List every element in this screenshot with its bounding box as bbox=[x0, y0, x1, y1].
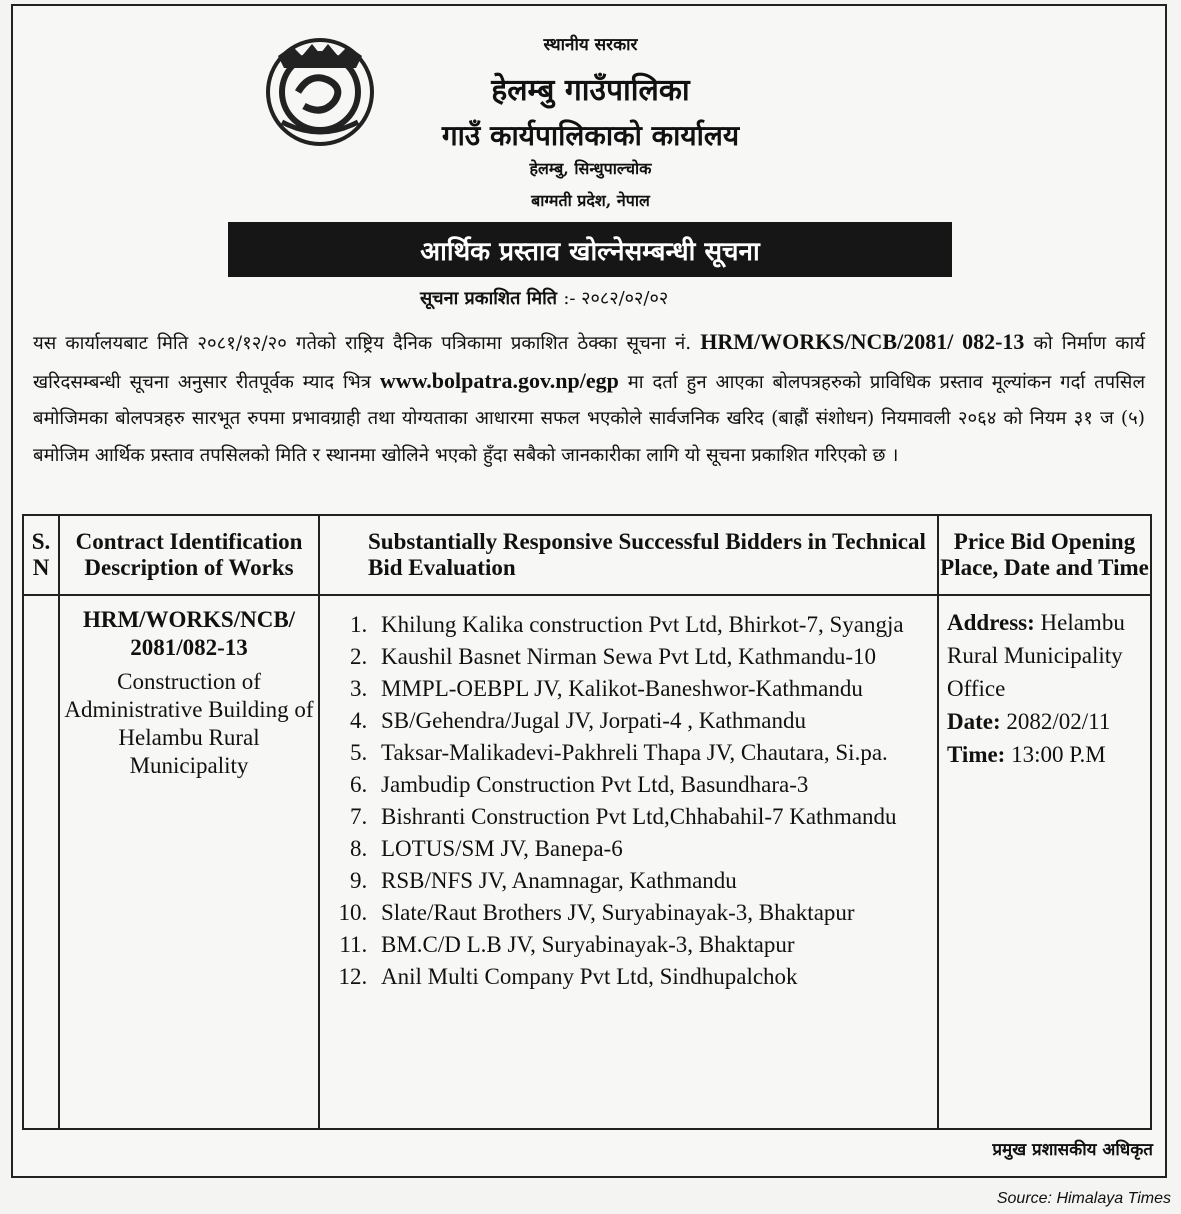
header-bidders: Substantially Responsive Successful Bidders in Technical Bid Evaluation bbox=[319, 515, 938, 595]
bidder-item: 10. Slate/Raut Brothers JV, Suryabinayak-3, Bhaktapur bbox=[373, 897, 936, 929]
sn-cell bbox=[23, 595, 59, 1129]
table-row bbox=[23, 595, 1151, 1129]
header-opening: Price Bid Opening Place, Date and Time bbox=[938, 515, 1151, 595]
publication-date-label: सूचना प्रकाशित मिति bbox=[420, 288, 558, 309]
opening-cell bbox=[938, 595, 1151, 1129]
contract-id: HRM/WORKS/NCB/ 2081/082-13 bbox=[82, 607, 296, 660]
bidder-item: 2. Kaushil Basnet Nirman Sewa Pvt Ltd, Kathmandu-10 bbox=[373, 641, 936, 673]
bidders-list bbox=[321, 609, 936, 993]
bid-table bbox=[22, 514, 1152, 1130]
source-credit: Source: Himalaya Times bbox=[996, 1190, 1171, 1207]
opening-time bbox=[947, 738, 1142, 771]
publication-date-value: :- २०८२/०२/०२ bbox=[563, 288, 669, 309]
table-header-row bbox=[23, 515, 1151, 595]
bidder-item: 8. LOTUS/SM JV, Banepa-6 bbox=[373, 833, 936, 865]
header-contract: Contract Identification Description of Works bbox=[59, 515, 319, 595]
header-local-government: स्थानीय सरकार bbox=[543, 35, 638, 55]
bidder-item: 4. SB/Gehendra/Jugal JV, Jorpati-4 , Kathmandu bbox=[373, 705, 936, 737]
time-label: Time: bbox=[947, 742, 1006, 767]
bidder-item: 11. BM.C/D L.B JV, Suryabinayak-3, Bhaktapur bbox=[373, 929, 936, 961]
header-province: बाग्मती प्रदेश, नेपाल bbox=[531, 191, 650, 210]
address-label: Address: bbox=[947, 610, 1035, 635]
notice-body bbox=[33, 324, 1145, 474]
date-value: 2082/02/11 bbox=[1006, 709, 1111, 734]
notice-title: आर्थिक प्रस्ताव खोल्नेसम्बन्धी सूचना bbox=[228, 222, 952, 277]
bidder-item: 12. Anil Multi Company Pvt Ltd, Sindhupalchok bbox=[373, 961, 936, 993]
bidder-item: 1. Khilung Kalika construction Pvt Ltd, Bhirkot-7, Syangja bbox=[373, 609, 936, 641]
signatory-title: प्रमुख प्रशासकीय अधिकृत bbox=[992, 1140, 1153, 1160]
tender-reference: HRM/WORKS/NCB/2081/ 082-13 bbox=[700, 329, 1025, 354]
address-value: Helambu Rural Municipality Office bbox=[947, 610, 1125, 701]
bidder-item: 9. RSB/NFS JV, Anamnagar, Kathmandu bbox=[373, 865, 936, 897]
header-sn: S. N bbox=[23, 515, 59, 595]
header-location: हेलम्बु, सिन्धुपाल्चोक bbox=[529, 159, 652, 178]
bolpatra-url: www.bolpatra.gov.np/egp bbox=[379, 367, 619, 393]
opening-date bbox=[947, 705, 1142, 738]
opening-address bbox=[947, 606, 1142, 705]
body-part1: यस कार्यालयबाट मिति २०८१/१२/२० गतेको राष्ट्रिय दैनिक पत्रिकामा प्रकाशित ठेक्का सूचना नं. bbox=[33, 333, 701, 354]
body-part2: को निर्माण कार्य खरिदसम्बन्धी सूचना अनुसार रीतपूर्वक म्याद भित्र bbox=[33, 333, 1145, 393]
body-part3: मा दर्ता हुन आएका बोलपत्रहरुको प्राविधिक प्रस्ताव मूल्यांकन गर्दा तपसिल बमोजिमका बोलपत्रहरु सारभूत रुपमा प्रभावग्राही तथा योग्यताका आधारमा सफल भएकोले सार्वजनिक खरिद (बाह्रौं संशोधन) नियमावली २०६४ को नियम ३१ ज (५) बमोजिम आर्थिक प्रस्ताव तपसिलको मिति र स्थानमा खोलिने भएको हुँदा सबैको जानकारीका लागि यो सूचना प्रकाशित गरिएको छ । bbox=[33, 371, 1145, 466]
date-label: Date: bbox=[947, 709, 1001, 734]
bidders-cell bbox=[319, 595, 938, 1129]
time-value: 13:00 P.M bbox=[1011, 742, 1106, 767]
bidder-item: 7. Bishranti Construction Pvt Ltd,Chhabahil-7 Kathmandu bbox=[373, 801, 936, 833]
contract-cell bbox=[59, 595, 319, 1129]
header-municipality-name: हेलम्बु गाउँपालिका bbox=[491, 73, 690, 108]
bidder-item: 6. Jambudip Construction Pvt Ltd, Basundhara-3 bbox=[373, 769, 936, 801]
contract-description: Construction of Administrative Building of Helambu Rural Municipality bbox=[64, 669, 314, 778]
header-office-name: गाउँ कार्यपालिकाको कार्यालय bbox=[441, 119, 740, 152]
bidder-item: 5. Taksar-Malikadevi-Pakhreli Thapa JV, Chautara, Si.pa. bbox=[373, 737, 936, 769]
bidder-item: 3. MMPL-OEBPL JV, Kalikot-Baneshwor-Kathmandu bbox=[373, 673, 936, 705]
publication-date bbox=[420, 286, 668, 310]
